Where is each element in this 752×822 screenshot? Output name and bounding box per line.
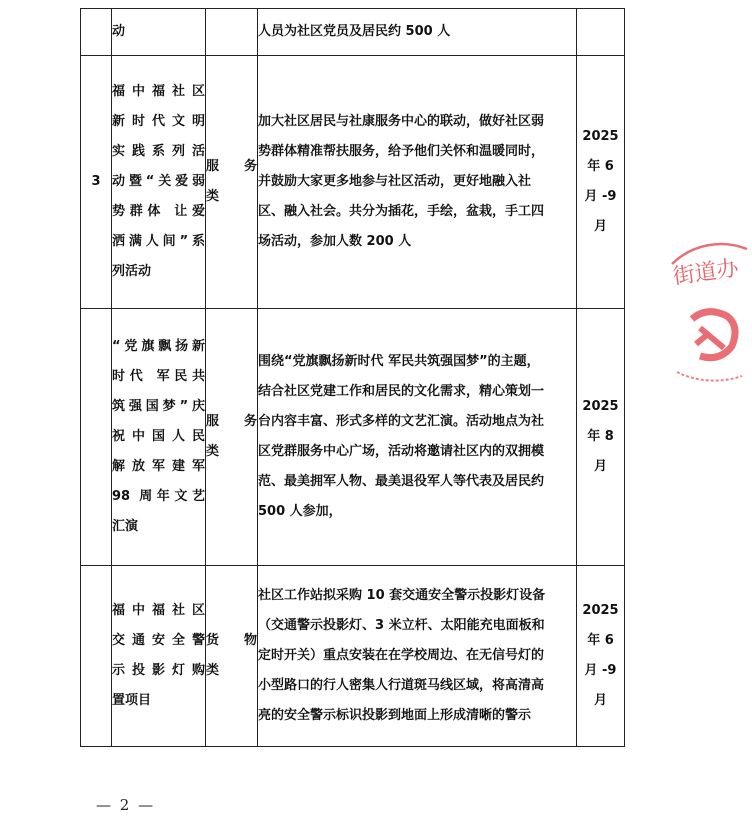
project-date bbox=[577, 309, 625, 566]
project-name-line: 祝中国人民 bbox=[112, 429, 205, 444]
project-category bbox=[206, 309, 258, 566]
project-description-line: 势群体精准帮扶服务，给予他们关怀和温暖同时， bbox=[258, 144, 545, 159]
project-category bbox=[206, 566, 258, 747]
project-table bbox=[80, 8, 625, 747]
project-date bbox=[577, 566, 625, 747]
project-name-line: 洒满人间”系 bbox=[112, 234, 205, 249]
project-description-line: 范、最美拥军人物、最美退役军人等代表及居民约 bbox=[258, 474, 545, 489]
project-name-line: 时代 军民共 bbox=[112, 369, 205, 384]
project-name-line: 筑强国梦”庆 bbox=[112, 399, 205, 414]
project-name-line: 解放军建军 bbox=[112, 459, 205, 474]
project-date-line: 年 6 bbox=[587, 633, 614, 648]
project-description bbox=[258, 9, 577, 56]
project-name-line: 实践系列活 bbox=[112, 144, 205, 159]
project-name-line: “党旗飘扬新 bbox=[112, 339, 205, 354]
project-name-line: 汇演 bbox=[112, 519, 139, 534]
project-description-line: 区、融入社会。共分为插花，手绘，盆栽，手工四 bbox=[258, 204, 545, 219]
project-description-line: 小型路口的行人密集人行道斑马线区域，将高清高 bbox=[258, 678, 545, 693]
project-date bbox=[577, 9, 625, 56]
table-row bbox=[81, 9, 625, 56]
project-date-line: 月 bbox=[593, 693, 607, 708]
project-description-line: 并鼓励大家更多地参与社区活动，更好地融入社 bbox=[258, 174, 532, 189]
project-description-line: 社区工作站拟采购 10 套交通安全警示投影灯设备 bbox=[258, 588, 546, 603]
project-name-line: 列活动 bbox=[112, 264, 152, 279]
project-description-line: 围绕“党旗飘扬新时代 军民共筑强国梦”的主题， bbox=[258, 354, 540, 369]
project-description bbox=[258, 309, 577, 566]
project-description-line: 500 人参加， bbox=[258, 504, 342, 519]
project-name-line: 动暨“关爱弱 bbox=[112, 174, 205, 189]
project-date-line: 月 -9 bbox=[584, 663, 617, 678]
row-index: 3 bbox=[81, 56, 112, 309]
project-description-line: 加大社区居民与社康服务中心的联动，做好社区弱 bbox=[258, 114, 545, 129]
project-description-line: 结合社区党建工作和居民的文化需求，精心策划一 bbox=[258, 384, 545, 399]
project-date-line: 月 -9 bbox=[584, 189, 617, 204]
project-name bbox=[112, 56, 206, 309]
project-category-line: 货 物 bbox=[206, 633, 257, 648]
row-index bbox=[81, 566, 112, 747]
row-index bbox=[81, 9, 112, 56]
project-category-line: 服 务 bbox=[206, 414, 257, 429]
project-name-line: 交通安全警 bbox=[112, 633, 205, 648]
project-description bbox=[258, 566, 577, 747]
project-date-line: 年 8 bbox=[587, 429, 614, 444]
seal-stamp bbox=[652, 244, 752, 394]
project-name-line: 示投影灯购 bbox=[112, 663, 205, 678]
project-name-line: 势群体 让爱 bbox=[112, 204, 205, 219]
project-category-line: 类 bbox=[206, 189, 220, 204]
project-date-line: 年 6 bbox=[587, 159, 614, 174]
project-description-line: 人员为社区党员及居民约 500 人 bbox=[258, 24, 451, 39]
project-name-line: 98 周年文艺 bbox=[112, 489, 205, 504]
project-description-line: 亮的安全警示标识投影到地面上形成清晰的警示 bbox=[258, 708, 532, 723]
project-category bbox=[206, 9, 258, 56]
project-description bbox=[258, 56, 577, 309]
project-category-line: 类 bbox=[206, 663, 220, 678]
project-category-line: 服 务 bbox=[206, 159, 257, 174]
project-date-line: 2025 bbox=[582, 603, 619, 618]
row-index bbox=[81, 309, 112, 566]
project-name-line: 福中福社区 bbox=[112, 603, 205, 618]
project-name-line: 福中福社区 bbox=[112, 84, 205, 99]
project-name bbox=[112, 566, 206, 747]
project-category bbox=[206, 56, 258, 309]
project-date-line: 2025 bbox=[582, 129, 619, 144]
table-row bbox=[81, 56, 625, 309]
project-date-line: 2025 bbox=[582, 399, 619, 414]
project-date-line: 月 bbox=[593, 459, 607, 474]
project-description-line: 台内容丰富、形式多样的文艺汇演。活动地点为社 bbox=[258, 414, 545, 429]
seal-text: 街道办 bbox=[671, 255, 741, 290]
project-name bbox=[112, 9, 206, 56]
project-name bbox=[112, 309, 206, 566]
table-row bbox=[81, 309, 625, 566]
project-name-line: 新时代文明 bbox=[112, 114, 205, 129]
table-row bbox=[81, 566, 625, 747]
project-name-line: 动 bbox=[112, 24, 126, 39]
project-description-line: （交通警示投影灯、3 米立杆、太阳能充电面板和 bbox=[258, 618, 545, 633]
project-category-line: 类 bbox=[206, 444, 220, 459]
project-name-line: 置项目 bbox=[112, 693, 152, 708]
project-date bbox=[577, 56, 625, 309]
project-date-line: 月 bbox=[593, 219, 607, 234]
project-description-line: 定时开关）重点安装在在学校周边、在无信号灯的 bbox=[258, 648, 545, 663]
page-number: — 2 — bbox=[96, 796, 156, 814]
project-description-line: 区党群服务中心广场，活动将邀请社区内的双拥模 bbox=[258, 444, 545, 459]
project-description-line: 场活动，参加人数 200 人 bbox=[258, 234, 412, 249]
